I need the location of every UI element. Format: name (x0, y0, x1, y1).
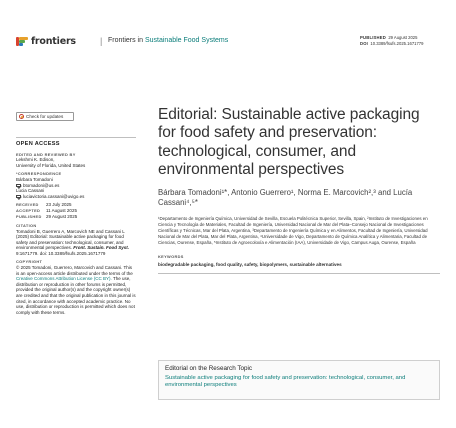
check-for-updates-button[interactable]: Check for updates (16, 112, 74, 121)
cc-license-link[interactable]: Creative Commons Attribution License (CC BY). (16, 276, 112, 282)
divider (16, 137, 136, 138)
affiliations: ¹Departamento de Ingeniería Química, Universidad de Sevilla, Escuela Politécnica Superior, Sevilla, Spain, ²Instituto de Investigaciones en Ciencia y Tecnología de Materiales, Facultad de Ingeniería, Universidad Nacional de Mar del Plata–Consejo Nacional de Investigaciones Científicas y Técnicas, Mar del Plata, Argentina, ³Departamento de Ingeniería Química y en Alimentos, Facultad de Ingeniería, Universidad Nacional de Mar del Plata, Mar del Plata, Argentina, ⁴Universidade de Vigo, Departamento de Química Analítica y Alimentaria, Facultad de Ciencias, Ourense, España, ⁵Instituto de Agroecoloxía e Alimentación (IAA), Universidade de Vigo, Campus Auga, Ourense, España (158, 215, 428, 245)
correspondent-2-email[interactable]: luciavictoria.cassani@uvigo.es (16, 194, 136, 200)
email-icon (16, 184, 21, 188)
correspondent-2-name: Lucia Cassani (16, 188, 45, 194)
article-title: Editorial: Sustainable active packaging for food safety and preservation: technological, consumer, and environmental perspectives (158, 106, 420, 179)
research-topic-link[interactable]: Sustainable active packaging for food safety and preservation: technological, consumer, and environmental perspectives (165, 375, 406, 389)
correspondent-1-name: Bárbara Tomadoni (16, 176, 53, 182)
edited-label: EDITED AND REVIEWED BY (16, 151, 76, 157)
published-date: 29 August 2025 (388, 35, 418, 40)
doi-label: DOI (360, 41, 369, 46)
article-dates: RECEIVED 23 July 2025 ACCEPTED 11 August 2025 PUBLISHED 29 August 2025 (16, 202, 136, 220)
email-icon (16, 195, 21, 199)
author-list: Bárbara Tomadoni¹*, Antonio Guerrero¹, Norma E. Marcovich²,³ and Lucía Cassani⁴,⁵* (158, 187, 413, 208)
frontiers-logo[interactable] (16, 36, 76, 47)
published-label: PUBLISHED (360, 35, 386, 40)
header-separator: | (100, 36, 103, 46)
divider (158, 273, 440, 274)
article-main (158, 106, 440, 274)
copyright-text: © 2025 Tomadoni, Guerrero, Marcovich and Cassani. This is an open-access article distributed under the terms of the Creative Commons Attribution License (CC BY). The use, distribution or reproduction in other forums is permitted, provided the original author(s) and the copyright owner(s) are credited and that the original publication in this journal is cited, in accordance with accepted academic practice. No use, distribution or reproduction is permitted which does not comply with these terms. (16, 265, 136, 315)
editor-name: Lekshmi K. Edison, (16, 157, 55, 163)
logo-wordmark: frontiers (31, 36, 76, 47)
crossmark-icon (19, 114, 24, 119)
frontiers-logo-icon (16, 37, 28, 46)
citation-doi[interactable]: doi: 10.3389/fsufs.2025.1671779 (39, 250, 106, 256)
received-date: 23 July 2025 (46, 202, 72, 208)
publication-meta (360, 35, 423, 47)
copyright-label: COPYRIGHT (16, 259, 43, 265)
journal-header (16, 34, 440, 50)
research-topic-box (158, 360, 440, 400)
open-access-label: OPEN ACCESS (16, 141, 60, 147)
editor-affiliation: University of Florida, United States (16, 162, 86, 168)
keywords-label: KEYWORDS (158, 253, 184, 259)
doi-value[interactable]: 10.3389/fsufs.2025.1671779 (370, 41, 424, 46)
published-date: 29 August 2025 (46, 214, 78, 220)
article-sidebar (16, 112, 136, 315)
keywords: biodegradable packaging, food quality, safety, biopolymers, sustainable alternatives (158, 261, 342, 267)
citation-text: Tomadoni B, Guerrero A, Marcovich NE and Cassani L (2025) Editorial: Sustainable active packaging for food safety and preservation: technological, consumer, and environmental perspectives. Front. Sustain. Food Syst. 9:1671779. doi: 10.3389/fsufs.2025.1671779 (16, 228, 130, 256)
accepted-date: 11 August 2025 (46, 208, 77, 214)
citation-label: CITATION (16, 222, 37, 228)
correspondence-label: *CORRESPONDENCE (16, 171, 62, 177)
journal-name[interactable]: Frontiers in Sustainable Food Systems (108, 37, 229, 44)
research-topic-label: Editorial on the Research Topic (165, 365, 253, 372)
correspondent-1-email[interactable]: btomadoni@us.es (16, 183, 136, 189)
